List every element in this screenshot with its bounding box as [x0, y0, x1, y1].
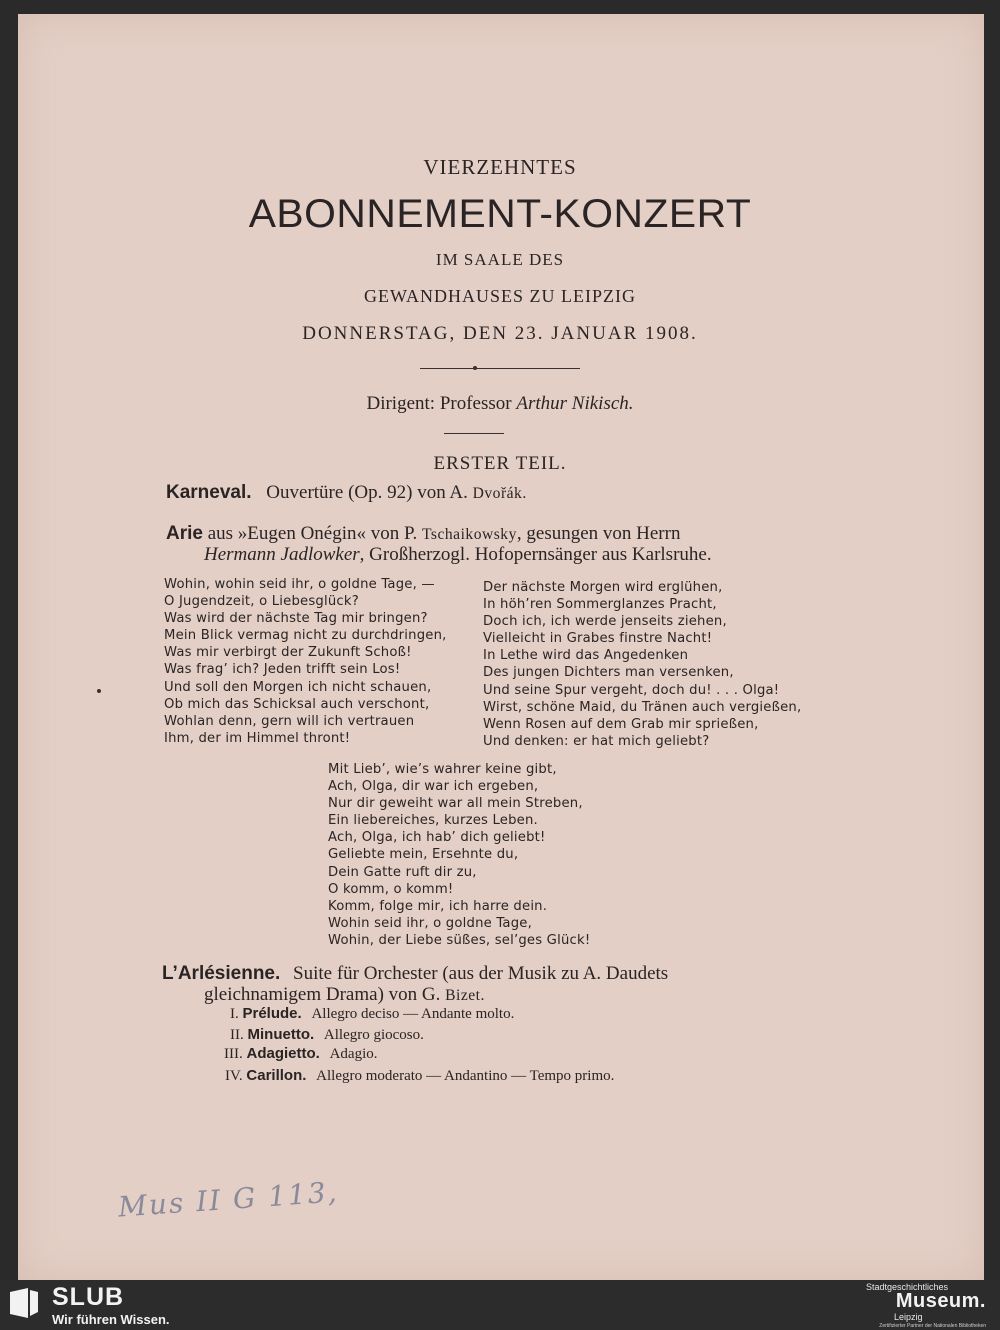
- movement-number: II.: [230, 1027, 244, 1043]
- verse-right-column: [483, 579, 801, 750]
- verse-line: Wohin, wohin seid ihr, o goldne Tage, —: [164, 577, 435, 592]
- program-item-arie: [166, 523, 680, 545]
- verse-line: Komm, folge mir, ich harre dein.: [328, 898, 548, 914]
- verse-line: O komm, o komm!: [328, 881, 454, 897]
- movement-row: [225, 1067, 614, 1085]
- singer-title: , Großherzogl. Hofopernsänger aus Karlsruhe.: [359, 544, 712, 565]
- handwritten-shelfmark: Mus II G 113,: [117, 1175, 340, 1224]
- item-composer: Dvořák.: [472, 485, 527, 502]
- verse-line: Ach, Olga, ich hab’ dich geliebt!: [328, 830, 546, 846]
- verse-line: Wenn Rosen auf dem Grab mir sprießen,: [483, 716, 759, 732]
- verse-line: Und seine Spur vergeht, doch du! . . . Olga!: [483, 682, 780, 698]
- item-title: L’Arlésienne.: [162, 963, 281, 984]
- conductor-line: [0, 393, 1000, 415]
- conductor-label: Dirigent:: [366, 393, 436, 414]
- verse-line: Und denken: er hat mich geliebt?: [483, 733, 710, 749]
- movement-tempo: Adagio.: [329, 1046, 378, 1062]
- verse-line: Ob mich das Schicksal auch verschont,: [164, 696, 430, 712]
- verse-line: In Lethe wird das Angedenken: [483, 648, 689, 664]
- movement-tempo: Allegro deciso — Andante molto.: [311, 1006, 515, 1022]
- venue-line-1: IM SAALE DES: [435, 250, 565, 269]
- verse-line: Wohin seid ihr, o goldne Tage,: [328, 915, 532, 931]
- movement-title: Adagietto.: [246, 1045, 320, 1062]
- verse-line: Mit Lieb’, wie’s wahrer keine gibt,: [328, 762, 557, 777]
- divider-dot: [473, 366, 477, 370]
- verse-line: Ach, Olga, dir war ich ergeben,: [328, 779, 539, 795]
- verse-line: Und soll den Morgen ich nicht schauen,: [164, 679, 432, 695]
- museum-certification: Zertifizierter Partner der Nationalen Bibliotheken: [879, 1323, 986, 1329]
- item-description: aus »Eugen Onégin« von P.: [207, 523, 418, 544]
- movement-number: III.: [224, 1046, 243, 1062]
- verse-line: Doch ich, ich werde jenseits ziehen,: [483, 614, 727, 630]
- slub-logo-icon: [8, 1286, 40, 1320]
- verse-line: Ihm, der im Himmel thront!: [164, 730, 351, 746]
- conductor-rank: Professor: [439, 393, 512, 414]
- concert-title: ABONNEMENT-KONZERT: [248, 192, 752, 236]
- verse-left-column: [164, 576, 447, 747]
- verse-line: Wirst, schöne Maid, du Tränen auch vergießen,: [483, 699, 802, 715]
- movement-title: Prélude.: [242, 1005, 302, 1022]
- short-rule: [444, 433, 504, 434]
- verse-line: Mein Blick vermag nicht zu durchdringen,: [164, 628, 447, 644]
- museum-subtitle: Stadtgeschichtliches: [865, 1282, 948, 1292]
- conductor-name: Arthur Nikisch.: [516, 393, 634, 414]
- movement-tempo: Allegro moderato — Andantino — Tempo primo.: [316, 1068, 615, 1084]
- footer-bar: [0, 1280, 1000, 1330]
- singer-name: Hermann Jadlowker: [204, 544, 360, 565]
- verse-line: O Jugendzeit, o Liebesglück?: [164, 594, 359, 610]
- slub-name[interactable]: SLUB: [52, 1283, 125, 1311]
- verse-line: Nur dir geweiht war all mein Streben,: [328, 796, 583, 812]
- item-description-cont: gleichnamigem Drama) von G.: [204, 984, 441, 1005]
- margin-mark: [97, 689, 101, 693]
- program-item-karneval: [166, 482, 527, 504]
- movement-row: [230, 1026, 424, 1044]
- movement-number: IV.: [225, 1068, 243, 1084]
- item-description: Suite für Orchester (aus der Musik zu A. Daudets: [293, 963, 669, 984]
- verse-line: Dein Gatte ruft dir zu,: [328, 864, 477, 880]
- verse-line: Wohin, der Liebe süßes, sel’ges Glück!: [328, 932, 591, 948]
- concert-date: DONNERSTAG, DEN 23. JANUAR 1908.: [302, 323, 698, 344]
- museum-name[interactable]: Museum.: [895, 1290, 986, 1312]
- item-description: Ouvertüre (Op. 92) von A.: [266, 482, 468, 503]
- verse-line: Was wird der nächste Tag mir bringen?: [164, 611, 428, 627]
- program-item-arie-line2: [204, 544, 712, 566]
- verse-line: Des jungen Dichters man versenken,: [483, 665, 734, 681]
- item-description-cont: , gesungen von Herrn: [516, 523, 681, 544]
- movement-row: [224, 1045, 378, 1063]
- item-title: Arie: [166, 523, 203, 544]
- item-composer: Bizet.: [445, 987, 485, 1004]
- verse-line: In höh’ren Sommerglanzes Pracht,: [483, 597, 717, 613]
- item-title: Karneval.: [166, 482, 252, 503]
- part-heading: ERSTER TEIL.: [433, 453, 567, 474]
- verse-line: Vielleicht in Grabes finstre Nacht!: [483, 631, 713, 647]
- program-item-arlesienne: [162, 963, 668, 985]
- verse-line: Wohlan denn, gern will ich vertrauen: [164, 713, 415, 729]
- movement-row: [230, 1005, 514, 1023]
- verse-center-column: [328, 761, 590, 949]
- verse-line: Ein liebereiches, kurzes Leben.: [328, 813, 538, 829]
- venue-line-2: GEWANDHAUSES ZU LEIPZIG: [364, 286, 636, 306]
- verse-line: Geliebte mein, Ersehnte du,: [328, 847, 519, 863]
- movement-tempo: Allegro giocoso.: [323, 1027, 424, 1043]
- slub-tagline: Wir führen Wissen.: [52, 1312, 170, 1327]
- program-item-arlesienne-line2: [204, 984, 485, 1006]
- movement-title: Carillon.: [246, 1067, 307, 1084]
- verse-line: Was frag’ ich? Jeden trifft sein Los!: [164, 662, 401, 678]
- museum-city: Leipzig: [894, 1312, 923, 1322]
- item-composer: Tschaikowsky: [421, 526, 517, 543]
- movement-title: Minuetto.: [247, 1026, 315, 1043]
- verse-line: Der nächste Morgen wird erglühen,: [483, 580, 723, 595]
- movement-number: I.: [230, 1006, 239, 1022]
- divider-rule: [420, 368, 580, 369]
- verse-line: Was mir verbirgt der Zukunft Schoß!: [164, 645, 412, 661]
- concert-ordinal: VIERZEHNTES: [423, 155, 577, 179]
